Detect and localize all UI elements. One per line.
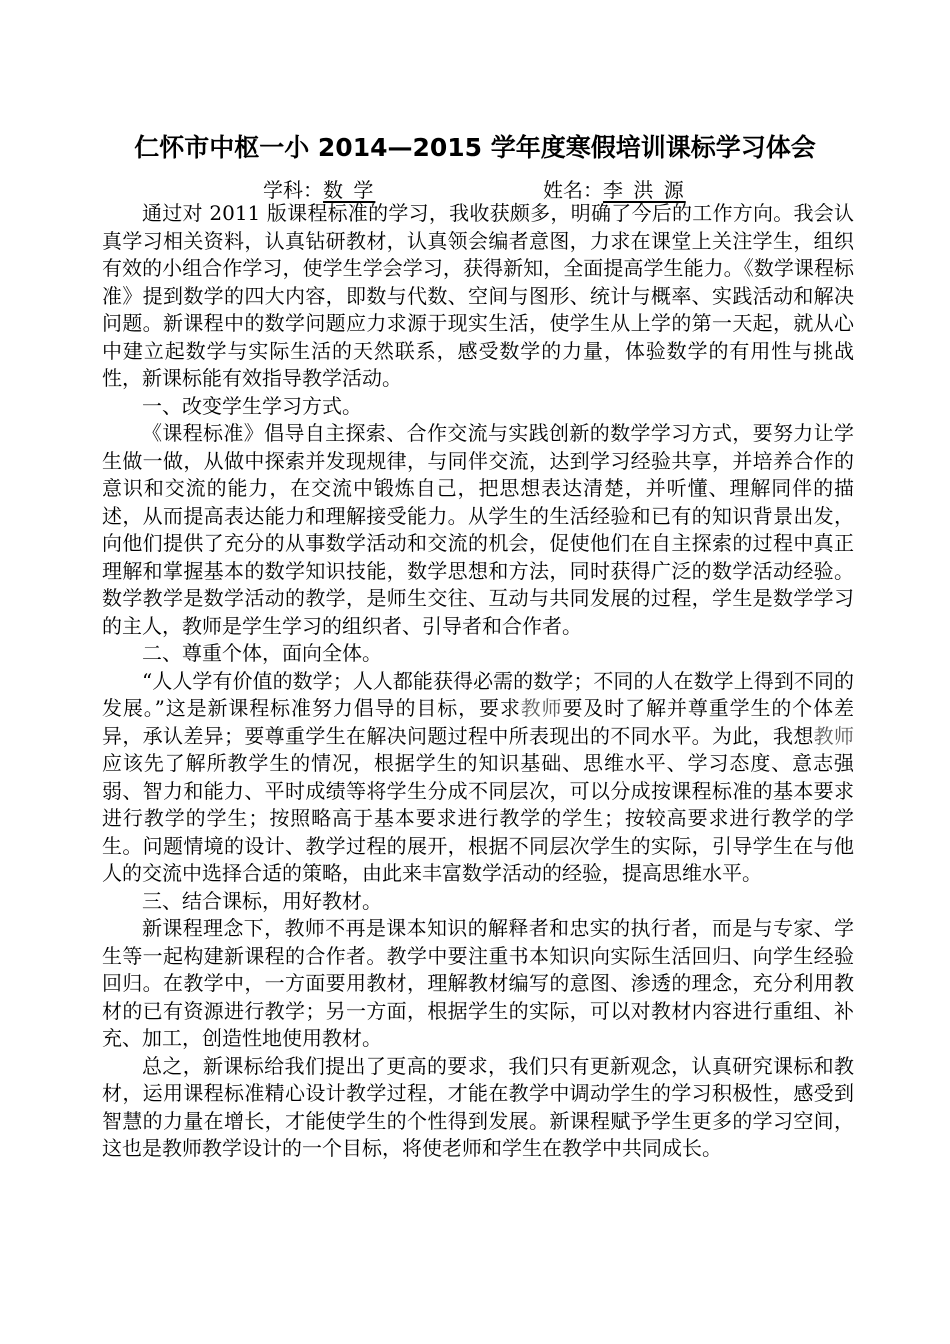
highlight-teacher-1: 教师 xyxy=(520,696,563,720)
document-title: 仁怀市中枢一小 2014—2015 学年度寒假培训课标学习体会 xyxy=(134,133,816,162)
paragraph-conclusion: 总之，新课标给我们提出了更高的要求，我们只有更新观念，认真研究课标和教材，运用课程标准精心设计教学过程，才能在教学中调动学生的学习积极性，感受到智慧的力量在增长，才能使学生的个性得到发展。新课程赋予学生更多的学习空间，这也是教师教学设计的一个目标，将使老师和学生在教学中共同成长。 xyxy=(102,1053,854,1160)
subject-label: 学科： xyxy=(263,178,323,202)
paragraph-section-1: 《课程标准》倡导自主探索、合作交流与实践创新的数学学习方式，要努力让学生做一做，从做中探索并发现规律，与同伴交流，达到学习经验共享，并培养合作的意识和交流的能力，在交流中锻炼自己，把思想表达清楚，并听懂、理解同伴的描述，从而提高表达能力和理解接受能力。从学生的生活经验和已有的知识背景出发，向他们提供了充分的从事数学活动和交流的机会，促使他们在自主探索的过程中真正理解和掌握基本的数学知识技能，数学思想和方法，同时获得广泛的数学活动经验。数学教学是数学活动的教学，是师生交往、互动与共同发展的过程，学生是数学学习的主人，教师是学生学习的组织者、引导者和合作者。 xyxy=(102,421,854,638)
paragraph-section-2-part-1: “人人学有价值的数学；人人都能获得必需的数学；不同的人在数学上得到不同的发展。”这是新课程标准努力倡导的目标，要求 xyxy=(102,668,854,720)
section-heading-1: 一、改变学生学习方式。 xyxy=(142,393,362,418)
subject-value: 数 学 xyxy=(323,178,376,202)
paragraph-section-2-part-2: 要及时了解并尊重学生的个体差异，承认差异；要尊重学生在解决问题过程中所表现出的不同水平。为此，我想 xyxy=(102,696,855,748)
name-label: 姓名： xyxy=(543,178,603,202)
paragraph-section-2-part-3: 应该先了解所教学生的情况，根据学生的知识基础、思维水平、学习态度、意志强弱、智力和能力、平时成绩等将学生分成不同层次，可以分成按课程标准的基本要求进行教学的学生；按照略高于基本要求进行教学的学生；按较高要求进行教学的学生。问题情境的设计、教学过程的展开，根据不同层次学生的实际，引导学生在与他人的交流中选择合适的策略，由此来丰富数学活动的经验，提高思维水平。 xyxy=(102,751,854,885)
highlight-teacher-2: 教师 xyxy=(813,723,855,748)
paragraph-intro: 通过对 2011 版课程标准的学习，我收获颇多，明确了今后的工作方向。我会认真学习相关资料，认真钻研教材，认真领会编者意图，力求在课堂上关注学生，组织有效的小组合作学习，使学生学会学习，获得新知，全面提高学生能力。《数学课程标准》提到数学的四大内容，即数与代数、空间与图形、统计与概率、实践活动和解决问题。新课程中的数学问题应力求源于现实生活，使学生从上学的第一天起，就从心中建立起数学与实际生活的天然联系，感受数学的力量，体验数学的有用性与挑战性，新课标能有效指导教学活动。 xyxy=(102,201,854,390)
section-heading-3: 三、结合课标，用好教材。 xyxy=(142,888,382,913)
paragraph-section-3: 新课程理念下，教师不再是课本知识的解释者和忠实的执行者，而是与专家、学生等一起构建新课程的合作者。教学中要注重书本知识向实际生活回归、向学生经验回归。在教学中，一方面要用教材，理解教材编写的意图、渗透的理念，充分利用教材的已有资源进行教学；另一方面，根据学生的实际，可以对教材内容进行重组、补充、加工，创造性地使用教材。 xyxy=(102,916,854,1050)
paragraph-section-2 xyxy=(102,668,854,888)
document-body xyxy=(102,200,854,1163)
name-value: 李 洪 源 xyxy=(603,178,686,202)
section-heading-2: 二、尊重个体，面向全体。 xyxy=(142,641,382,665)
